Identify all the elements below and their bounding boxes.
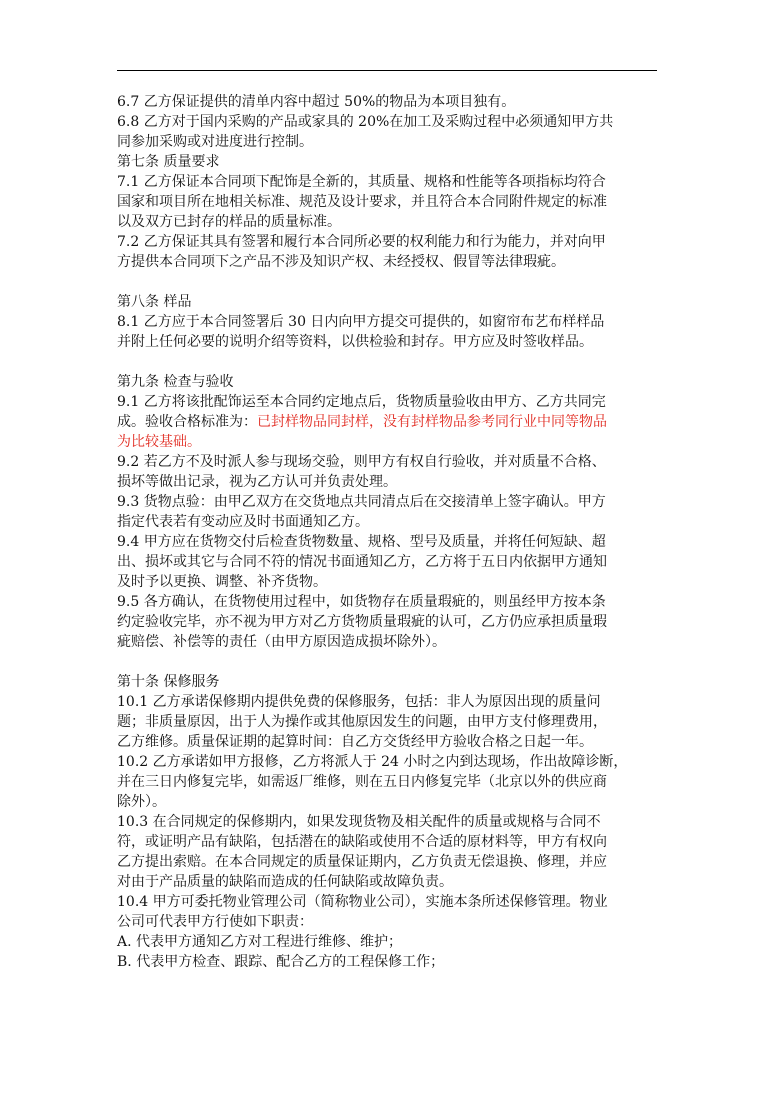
clause-10-3-line-3: 乙方提出索赔。在本合同规定的质量保证期内，乙方负责无偿退换、修理，并应 bbox=[117, 854, 607, 870]
blank-line bbox=[117, 352, 659, 372]
clause-7-1-line-1: 7.1 乙方保证本合同项下配饰是全新的，其质量、规格和性能等各项指标均符合 bbox=[117, 174, 606, 190]
clause-7-2-line-2: 方提供本合同项下之产品不涉及知识产权、未经授权、假冒等法律瑕疵。 bbox=[117, 254, 565, 270]
clause-6-8-line-1: 6.8 乙方对于国内采购的产品或家具的 20%在加工及采购过程中必须通知甲方共 bbox=[117, 114, 614, 130]
clause-9-5-line-2: 约定验收完毕，亦不视为甲方对乙方货物质量瑕疵的认可，乙方仍应承担质量瑕 bbox=[117, 614, 607, 630]
section-9-heading: 第九条 检查与验收 bbox=[117, 374, 234, 390]
clause-6-7: 6.7 乙方保证提供的清单内容中超过 50%的物品为本项目独有。 bbox=[117, 94, 516, 110]
clause-10-2-line-3: 除外）。 bbox=[117, 794, 166, 810]
clause-10-2-line-1: 10.2 乙方承诺如甲方报修，乙方将派人于 24 小时之内到达现场，作出故障诊断， bbox=[117, 754, 628, 770]
acceptance-standard-highlight: 已封样物品同封样，没有封样物品参考同行业中同等物品 bbox=[257, 414, 607, 430]
clause-10-1-line-2: 题；非质量原因，出于人为操作或其他原因发生的问题，由甲方支付修理费用， bbox=[117, 714, 607, 730]
clause-9-4-line-1: 9.4 甲方应在货物交付后检查货物数量、规格、型号及质量，并将任何短缺、超 bbox=[117, 534, 606, 550]
clause-9-5-line-1: 9.5 各方确认，在货物使用过程中，如货物存在质量瑕疵的，则虽经甲方按本条 bbox=[117, 594, 606, 610]
clause-8-1-line-2: 并附上任何必要的说明介绍等资料，以供检验和封存。甲方应及时签收样品。 bbox=[117, 334, 593, 350]
acceptance-standard-highlight-cont: 为比较基础。 bbox=[117, 434, 201, 450]
clause-10-4-item-b: B. 代表甲方检查、跟踪、配合乙方的工程保修工作； bbox=[117, 954, 445, 970]
document-body bbox=[117, 92, 659, 972]
acceptance-label: 成。验收合格标准为： bbox=[117, 414, 257, 430]
header-rule bbox=[117, 70, 657, 71]
clause-9-4-line-3: 及时予以更换、调整、补齐货物。 bbox=[117, 574, 327, 590]
clause-7-2-line-1: 7.2 乙方保证其具有签署和履行本合同所必要的权利能力和行为能力，并对向甲 bbox=[117, 234, 606, 250]
section-10-heading: 第十条 保修服务 bbox=[117, 674, 220, 690]
clause-10-3-line-2: 符，或证明产品有缺陷，包括潜在的缺陷或使用不合适的原材料等，甲方有权向 bbox=[117, 834, 607, 850]
blank-line bbox=[117, 652, 659, 672]
clause-9-5-line-3: 疵赔偿、补偿等的责任（由甲方原因造成损坏除外）。 bbox=[117, 634, 446, 650]
clause-10-1-line-1: 10.1 乙方承诺保修期内提供免费的保修服务，包括：非人为原因出现的质量问 bbox=[117, 694, 601, 710]
clause-8-1-line-1: 8.1 乙方应于本合同签署后 30 日内向甲方提交可提供的，如窗帘布艺布样样品 bbox=[117, 314, 605, 330]
blank-line bbox=[117, 272, 659, 292]
clause-9-2-line-2: 损坏等做出记录，视为乙方认可并负责处理。 bbox=[117, 474, 397, 490]
clause-9-2-line-1: 9.2 若乙方不及时派人参与现场交验，则甲方有权自行验收，并对质量不合格、 bbox=[117, 454, 606, 470]
clause-10-4-line-2: 公司可代表甲方行使如下职责： bbox=[117, 914, 313, 930]
clause-9-4-line-2: 出、损坏或其它与合同不符的情况书面通知乙方，乙方将于五日内依据甲方通知 bbox=[117, 554, 607, 570]
section-8-heading: 第八条 样品 bbox=[117, 294, 192, 310]
clause-10-3-line-1: 10.3 在合同规定的保修期内，如果发现货物及相关配件的质量或规格与合同不 bbox=[117, 814, 601, 830]
clause-7-1-line-3: 以及双方已封存的样品的质量标准。 bbox=[117, 214, 341, 230]
clause-9-3-line-2: 指定代表若有变动应及时书面通知乙方。 bbox=[117, 514, 369, 530]
clause-10-4-line-1: 10.4 甲方可委托物业管理公司（简称物业公司），实施本条所述保修管理。物业 bbox=[117, 894, 608, 910]
clause-9-3-line-1: 9.3 货物点验：由甲乙双方在交货地点共同清点后在交接清单上签字确认。甲方 bbox=[117, 494, 606, 510]
clause-7-1-line-2: 国家和项目所在地相关标准、规范及设计要求，并且符合本合同附件规定的标准 bbox=[117, 194, 607, 210]
clause-10-3-line-4: 对由于产品质量的缺陷而造成的任何缺陷或故障负责。 bbox=[117, 874, 453, 890]
clause-6-8-line-2: 同参加采购或对进度进行控制。 bbox=[117, 134, 313, 150]
clause-10-2-line-2: 并在三日内修复完毕，如需返厂维修，则在五日内修复完毕（北京以外的供应商 bbox=[117, 774, 607, 790]
clause-10-1-line-3: 乙方维修。质量保证期的起算时间：自乙方交货经甲方验收合格之日起一年。 bbox=[117, 734, 593, 750]
clause-10-4-item-a: A. 代表甲方通知乙方对工程进行维修、维护； bbox=[117, 934, 403, 950]
clause-9-1-line-1: 9.1 乙方将该批配饰运至本合同约定地点后，货物质量验收由甲方、乙方共同完 bbox=[117, 394, 606, 410]
section-7-heading: 第七条 质量要求 bbox=[117, 154, 220, 170]
clause-9-1-line-2 bbox=[117, 412, 659, 432]
